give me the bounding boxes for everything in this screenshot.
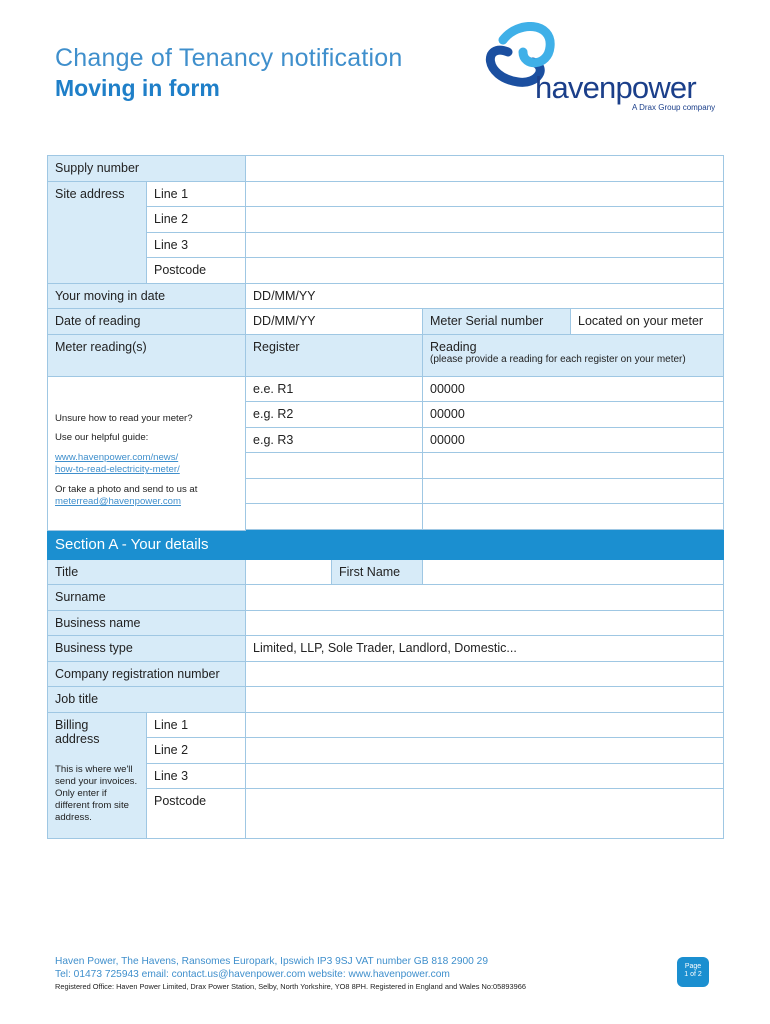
site-postcode-field[interactable] (246, 258, 724, 284)
date-of-reading-label: Date of reading (48, 309, 246, 335)
surname-field[interactable] (246, 585, 724, 611)
billing-line1-field[interactable] (246, 712, 724, 738)
company-reg-field[interactable] (246, 661, 724, 687)
billing-note: This is where we'll send your invoices. Only enter if different from site address. (55, 764, 138, 824)
first-name-field[interactable] (423, 559, 724, 585)
register-r1[interactable]: e.e. R1 (246, 376, 423, 402)
billing-postcode-label: Postcode (147, 789, 246, 839)
footer-address: Haven Power, The Havens, Ransomes Europark, Ipswich IP3 9SJ VAT number GB 818 2900 29 (55, 956, 489, 967)
title-field[interactable] (246, 559, 332, 585)
title-label: Title (48, 559, 246, 585)
job-title-field[interactable] (246, 687, 724, 713)
register-empty-6[interactable] (246, 504, 423, 530)
billing-line3-label: Line 3 (147, 763, 246, 789)
register-r2[interactable]: e.g. R2 (246, 402, 423, 428)
logo-text: havenpower (535, 70, 696, 105)
reading-empty-4[interactable] (423, 453, 724, 479)
site-line3-label: Line 3 (147, 232, 246, 258)
billing-line2-label: Line 2 (147, 738, 246, 764)
moving-in-date-label: Your moving in date (48, 283, 246, 309)
billing-postcode-field[interactable] (246, 789, 724, 839)
site-line1-field[interactable] (246, 181, 724, 207)
billing-address-cell (48, 712, 147, 839)
business-name-label: Business name (48, 610, 246, 636)
guide-photo-text: Or take a photo and send to us at (55, 484, 198, 496)
meter-guide (48, 376, 246, 530)
supply-number-label: Supply number (48, 156, 246, 182)
billing-line1-label: Line 1 (147, 712, 246, 738)
business-name-field[interactable] (246, 610, 724, 636)
guide-use: Use our helpful guide: (55, 432, 149, 444)
business-type-field[interactable]: Limited, LLP, Sole Trader, Landlord, Domestic... (246, 636, 724, 662)
billing-line3-field[interactable] (246, 763, 724, 789)
site-line2-label: Line 2 (147, 207, 246, 233)
register-empty-5[interactable] (246, 478, 423, 504)
logo-subtext: A Drax Group company (632, 103, 716, 112)
footer-tel-email: Tel: 01473 725943 email: contact.us@havenpower.com website: www.havenpower.com (55, 968, 450, 980)
page-badge (677, 957, 709, 987)
billing-address-label: Billing address (55, 717, 100, 746)
section-a-heading: Section A - Your details (48, 530, 724, 559)
page-label: Page (684, 963, 702, 970)
surname-label: Surname (48, 585, 246, 611)
supply-number-field[interactable] (246, 156, 724, 182)
first-name-label: First Name (332, 559, 423, 585)
form-subtitle: Moving in form (55, 75, 220, 101)
date-of-reading-field[interactable]: DD/MM/YY (246, 309, 423, 335)
reading-label: Reading (430, 339, 477, 354)
business-type-label: Business type (48, 636, 246, 662)
footer-registered: Registered Office: Haven Power Limited, Drax Power Station, Selby, North Yorkshire, YO8 8PH. Registered in England and Wales No:05893966 (55, 982, 526, 991)
meter-readings-label: Meter reading(s) (48, 334, 246, 376)
reading-r1[interactable]: 00000 (423, 376, 724, 402)
reading-empty-5[interactable] (423, 478, 724, 504)
page-number: 1 of 2 (684, 971, 702, 979)
footer-contact (55, 956, 488, 982)
register-header: Register (246, 334, 423, 376)
moving-in-form-table (47, 155, 724, 839)
reading-note: (please provide a reading for each register on your meter) (430, 353, 686, 365)
register-empty-4[interactable] (246, 453, 423, 479)
site-line1-label: Line 1 (147, 181, 246, 207)
site-postcode-label: Postcode (147, 258, 246, 284)
company-reg-label: Company registration number (48, 661, 246, 687)
job-title-label: Job title (48, 687, 246, 713)
site-line2-field[interactable] (246, 207, 724, 233)
reading-header (423, 334, 724, 376)
reading-empty-6[interactable] (423, 504, 724, 530)
moving-in-date-field[interactable]: DD/MM/YY (246, 283, 724, 309)
meterread-email-link[interactable]: meterread@havenpower.com (55, 496, 181, 508)
form-title: Change of Tenancy notification (55, 44, 403, 72)
site-line3-field[interactable] (246, 232, 724, 258)
meter-serial-field[interactable]: Located on your meter (571, 309, 724, 335)
reading-r3[interactable]: 00000 (423, 427, 724, 453)
billing-line2-field[interactable] (246, 738, 724, 764)
reading-r2[interactable]: 00000 (423, 402, 724, 428)
guide-link[interactable]: www.havenpower.com/news/ how-to-read-electricity-meter/ (55, 452, 180, 476)
site-address-label: Site address (48, 181, 147, 283)
meter-serial-label: Meter Serial number (423, 309, 571, 335)
guide-question: Unsure how to read your meter? (55, 412, 193, 424)
register-r3[interactable]: e.g. R3 (246, 427, 423, 453)
